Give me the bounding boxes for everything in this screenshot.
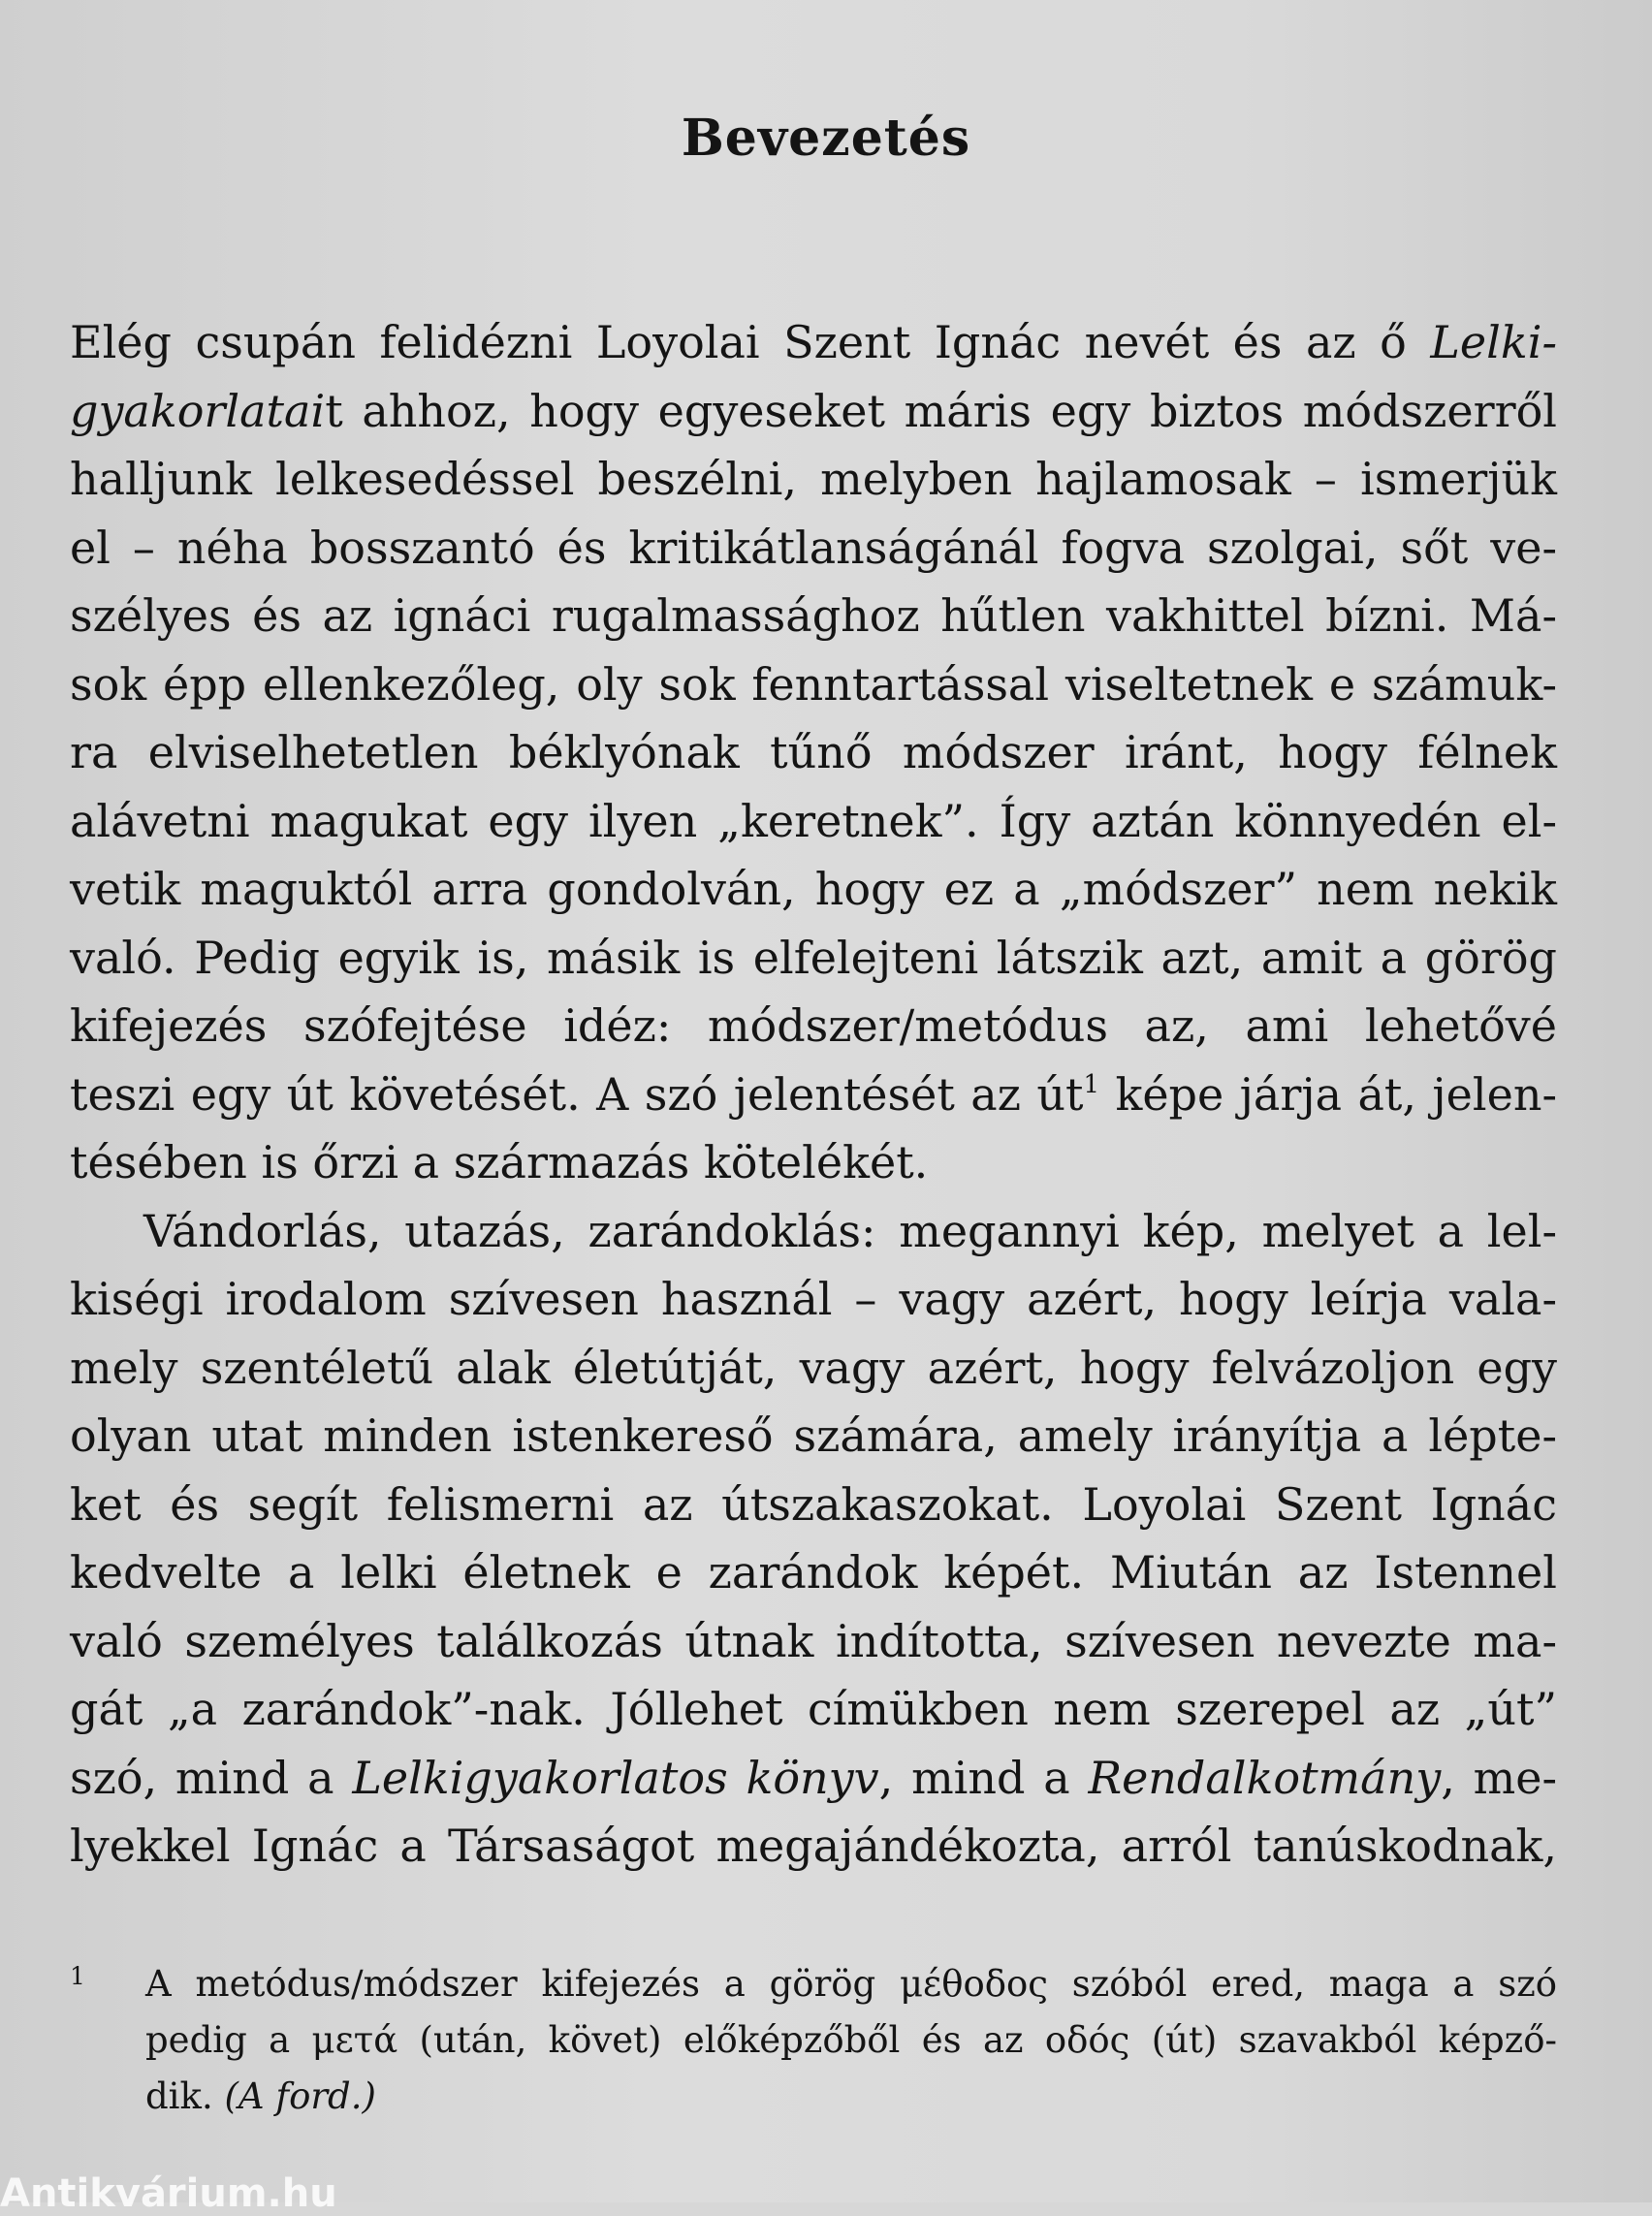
text-line: való. Pedig egyik is, másik is elfelejteni látszik azt, amit a görög [70, 931, 1557, 984]
text-line: teszi egy út követését. A szó jelentését az út$^1$ képe járja át, jelen- [70, 1067, 1557, 1121]
footnote-number: 1 [70, 1962, 85, 1990]
text-line: lyekkel Ignác a Társaságot megajándékozta, arról tanúskodnak, [70, 1820, 1557, 1872]
footnote-line: A metódus/módszer kifejezés a görög μέθοδος szóból ered, maga a szó [145, 1963, 1557, 2005]
footnote-text [145, 1956, 1557, 2125]
text-line: vetik maguktól arra gondolván, hogy ez a „módszer” nem nekik [70, 863, 1557, 915]
text-line: sok épp ellenkezőleg, oly sok fenntartással viseltetnek e számuk- [70, 657, 1557, 711]
chapter-title: Bevezetés [681, 109, 971, 168]
footnote-reference: 1 [1083, 1069, 1100, 1099]
text-line: gát „a zarándok”-nak. Jóllehet címükben nem szerepel az „út” [70, 1683, 1557, 1735]
text-line: szó, mind a Lelkigyakorlatos könyv, mind a Rendalkotmány, me- [70, 1751, 1557, 1804]
text-line: olyan utat minden istenkereső számára, amely irányítja a lépte- [70, 1409, 1557, 1462]
text-line: mely szentéletű alak életútját, vagy azért, hogy felvázoljon egy [70, 1341, 1557, 1394]
text-line: szélyes és az ignáci rugalmassághoz hűtlen vakhittel bízni. Má- [70, 589, 1557, 642]
watermark: Antikvárium.hu [0, 2171, 337, 2216]
footnote [70, 1956, 1557, 2125]
text-line: Vándorlás, utazás, zarándoklás: megannyi kép, melyet a lel- [143, 1204, 1557, 1257]
text-line: alávetni magukat egy ilyen „keretnek”. Így aztán könnyedén el- [70, 794, 1557, 847]
text-line: kedvelte a lelki életnek e zarándok képét. Miután az Istennel [70, 1546, 1557, 1599]
footnote-line: pedig a μετά (után, követ) előképzőből és az οδός (út) szavakból képző- [145, 2019, 1557, 2061]
body-text [70, 308, 1557, 1881]
paragraph-2 [70, 1197, 1557, 1881]
text-line: ra elviselhetetlen béklyónak tűnő módszer iránt, hogy félnek [70, 726, 1557, 778]
text-line: kiségi irodalom szívesen használ – vagy azért, hogy leírja vala- [70, 1273, 1557, 1325]
text-line: való személyes találkozás útnak indította, szívesen nevezte ma- [70, 1614, 1557, 1667]
text-line: gyakorlatait ahhoz, hogy egyeseket máris egy biztos módszerről [70, 384, 1557, 437]
text-line: el – néha bosszantó és kritikátlanságánál fogva szolgai, sőt ve- [70, 521, 1557, 574]
text-line: kifejezés szófejtése idéz: módszer/metódus az, ami lehetővé [70, 999, 1557, 1052]
text-line: tésében is őrzi a származás kötelékét. [70, 1136, 929, 1188]
text-line: Elég csupán felidézni Loyolai Szent Ignác nevét és az ő Lelki- [70, 316, 1557, 368]
text-line: ket és segít felismerni az útszakaszokat. Loyolai Szent Ignác [70, 1477, 1557, 1531]
text-line: halljunk lelkesedéssel beszélni, melyben hajlamosak – ismerjük [70, 453, 1557, 505]
footnote-line: dik. (A ford.) [145, 2075, 376, 2117]
paragraph-1 [70, 308, 1557, 1197]
